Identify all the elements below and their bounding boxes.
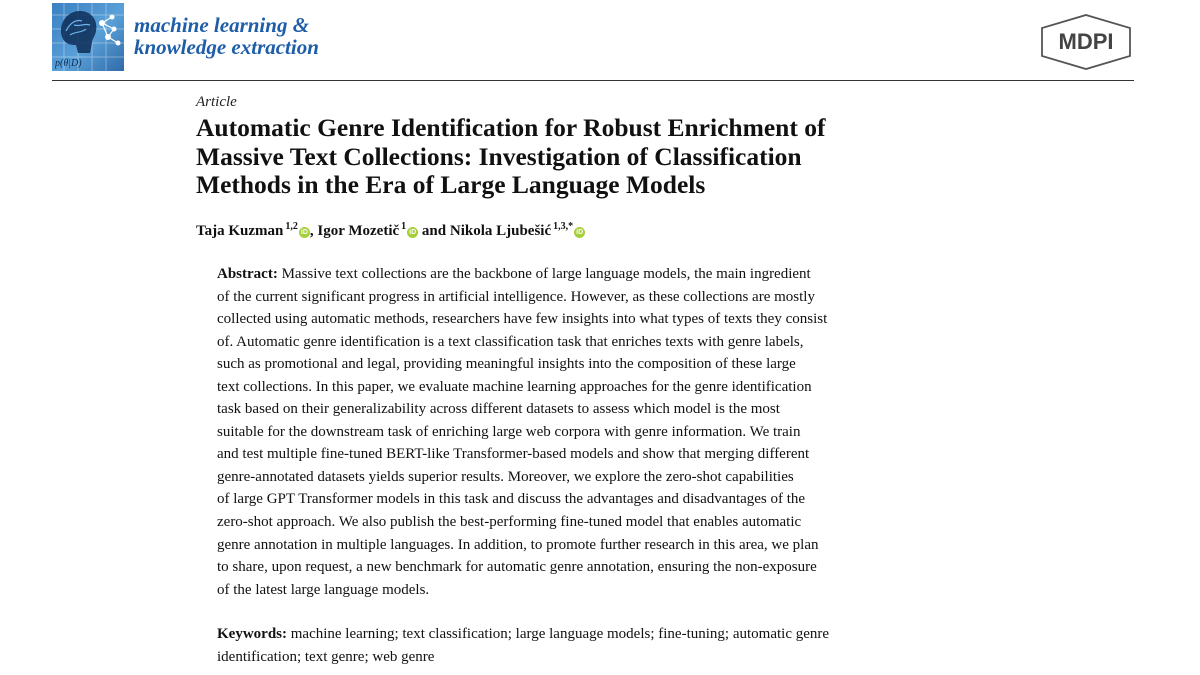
mdpi-hexagon-icon [1040,14,1132,70]
publisher-name: MDPI [1058,29,1114,54]
abstract-line: of the current significant progress in artificial intelligence. However, as these collections are mostly [217,288,815,305]
abstract-label: Abstract: [217,266,278,282]
author-list [196,221,585,240]
article-type: Article [196,94,237,110]
abstract-line: of the latest large language models. [217,581,430,598]
keywords-line [217,623,917,646]
journal-name-line-1: machine learning & [134,13,310,37]
keywords-label: Keywords: [217,626,287,642]
author-name[interactable]: Nikola Ljubešić [449,223,552,239]
abstract-line: zero-shot approach. We also publish the best-performing fine-tuned model that enables automatic [217,514,802,531]
abstract-line: of large GPT Transformer models in this task and discuss the advantages and disadvantages of the [217,491,806,508]
orcid-icon[interactable]: iD [576,229,584,236]
orcid-icon[interactable]: iD [409,229,417,236]
author-affiliation: 1 [401,221,407,232]
orcid-icon[interactable]: iD [300,229,308,236]
author-affiliation: 1,3,* [553,221,574,232]
author-affiliation: 1,2 [285,221,298,232]
abstract-line: genre annotation in multiple languages. In addition, to promote further research in this area, we plan [217,536,819,553]
author-name[interactable]: Igor Mozetič [317,223,400,239]
abstract-line: task based on their generalizability across different datasets to assess which model is the most [217,401,780,418]
abstract-line: and test multiple fine-tuned BERT-like Transformer-based models and show that merging different [217,446,810,463]
abstract-line: of. Automatic genre identification is a text classification task that enriches texts with genre labels, [217,333,804,350]
publisher-logo [1040,14,1132,70]
brain-network-icon [52,3,124,71]
title-line-3: Methods in the Era of Large Language Models [196,170,706,199]
abstract-line: to share, upon request, a new benchmark for automatic genre annotation, ensuring the non-exposure [217,559,817,576]
abstract [217,263,917,601]
abstract-line [217,263,917,286]
article-title [196,114,996,200]
journal-name-line-2: knowledge extraction [134,35,319,59]
abstract-line: collected using automatic methods, researchers have few insights into what types of texts they consist [217,311,828,328]
abstract-text: Massive text collections are the backbone of large language models, the main ingredient [281,266,811,282]
keywords-line: identification; text genre; web genre [217,648,435,665]
abstract-line: genre-annotated datasets yields superior results. Moreover, we explore the zero-shot capabilities [217,468,794,485]
author-name[interactable]: Taja Kuzman [196,223,284,239]
logo-formula: p(θ|D) [55,58,82,69]
author-separator: and [418,223,450,239]
keywords-text: machine learning; text classification; large language models; fine-tuning; automatic genre [290,626,830,642]
header-divider [52,80,1134,81]
abstract-line: suitable for the downstream task of enriching large web corpora with genre information. We train [217,423,801,440]
journal-logo [52,3,124,71]
title-line-1: Automatic Genre Identification for Robust Enrichment of [196,113,826,142]
author-separator: , [309,223,318,239]
keywords [217,623,917,668]
title-line-2: Massive Text Collections: Investigation of Classification [196,141,802,171]
journal-name [134,14,319,58]
abstract-line: such as promotional and legal, providing meaningful insights into the composition of these large [217,356,796,373]
abstract-line: text collections. In this paper, we evaluate machine learning approaches for the genre identification [217,378,812,395]
